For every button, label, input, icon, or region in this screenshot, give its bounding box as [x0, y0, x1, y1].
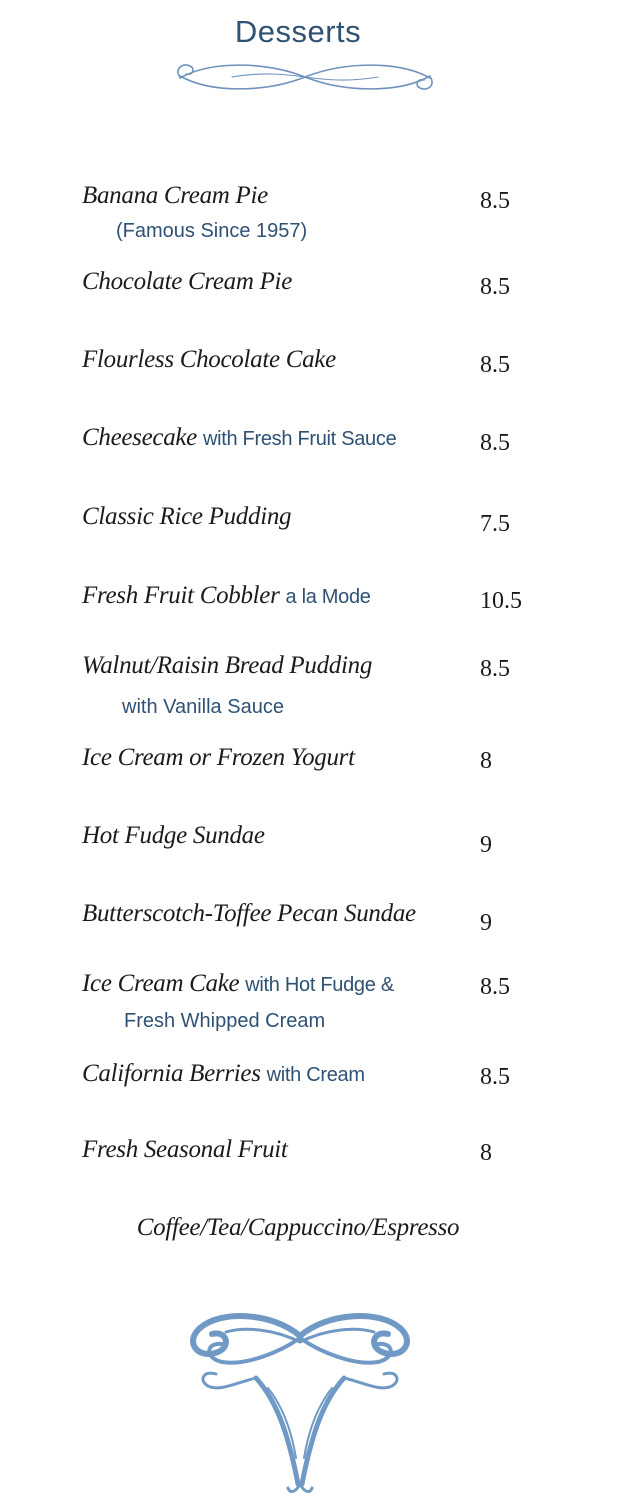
heart-scroll-ornament-icon [176, 1308, 424, 1500]
menu-item-price: 9 [480, 910, 492, 936]
menu-item-title: Classic Rice Pudding [82, 503, 292, 530]
menu-item [82, 1136, 552, 1176]
menu-item-subnote: with Vanilla Sauce [122, 696, 284, 718]
scroll-flourish-icon [172, 56, 438, 98]
menu-item-name [82, 1060, 365, 1088]
menu-item [82, 744, 552, 784]
menu-item-title: Cheesecake [82, 424, 197, 451]
menu-item-title: Walnut/Raisin Bread Pudding [82, 652, 373, 679]
menu-item-price: 8.5 [480, 352, 510, 378]
menu-item-name [82, 503, 291, 531]
menu-item-price: 9 [480, 832, 492, 858]
menu-item-title: California Berries [82, 1060, 261, 1087]
menu-item-name [82, 900, 416, 928]
menu-item [82, 182, 552, 242]
menu-item-name [82, 424, 396, 452]
menu-item-price: 8.5 [480, 974, 510, 1000]
menu-item [82, 822, 552, 862]
menu-item-price: 8 [480, 1140, 492, 1166]
menu-item [82, 424, 552, 464]
menu-item-price: 8.5 [480, 274, 510, 300]
menu-item-title: Hot Fudge Sundae [82, 822, 265, 849]
menu-item-title: Ice Cream or Frozen Yogurt [82, 744, 355, 771]
menu-item-subnote: Fresh Whipped Cream [124, 1010, 326, 1032]
menu-item-name [82, 582, 371, 610]
menu-item-note: with Hot Fudge & [245, 974, 394, 996]
menu-item-title: Flourless Chocolate Cake [82, 346, 336, 373]
menu-item-note: with Fresh Fruit Sauce [202, 428, 397, 450]
menu-item-price: 8 [480, 748, 492, 774]
menu-item [82, 346, 552, 386]
menu-item [82, 900, 552, 940]
menu-item [82, 582, 552, 622]
menu-item-price: 8.5 [480, 656, 510, 682]
menu-item [82, 970, 552, 1032]
menu-item-price: 7.5 [480, 511, 510, 537]
menu-item-price: 8.5 [480, 430, 510, 456]
menu-item-name [82, 268, 292, 296]
menu-item-title: Fresh Seasonal Fruit [82, 1136, 288, 1163]
menu-item-subnote: (Famous Since 1957) [116, 220, 308, 242]
menu-item [82, 652, 552, 718]
menu-item-title: Chocolate Cream Pie [82, 268, 292, 295]
menu-item-title: Butterscotch-Toffee Pecan Sundae [82, 900, 416, 927]
menu-item-title: Fresh Fruit Cobbler [82, 582, 280, 609]
menu-item-note: a la Mode [285, 586, 371, 608]
menu-item [82, 1060, 552, 1100]
menu-item-title: Banana Cream Pie [82, 182, 268, 209]
menu-item-note: with Cream [266, 1064, 365, 1086]
menu-item-name [82, 970, 394, 998]
menu-item-price: 8.5 [480, 1064, 510, 1090]
menu-item-name [82, 744, 355, 772]
menu-item-name [82, 346, 336, 374]
menu-item [82, 268, 552, 308]
menu-item-name [82, 652, 372, 680]
menu-title: Desserts [234, 14, 362, 49]
menu-item-price: 8.5 [480, 188, 510, 214]
menu-item [82, 503, 552, 543]
menu-item-price: 10.5 [480, 588, 522, 614]
menu-item-title: Ice Cream Cake [82, 970, 240, 997]
beverage-line: Coffee/Tea/Cappuccino/Espresso [136, 1214, 460, 1241]
menu-item-name [82, 182, 268, 210]
menu-item-name [82, 822, 265, 850]
menu-item-name [82, 1136, 288, 1164]
